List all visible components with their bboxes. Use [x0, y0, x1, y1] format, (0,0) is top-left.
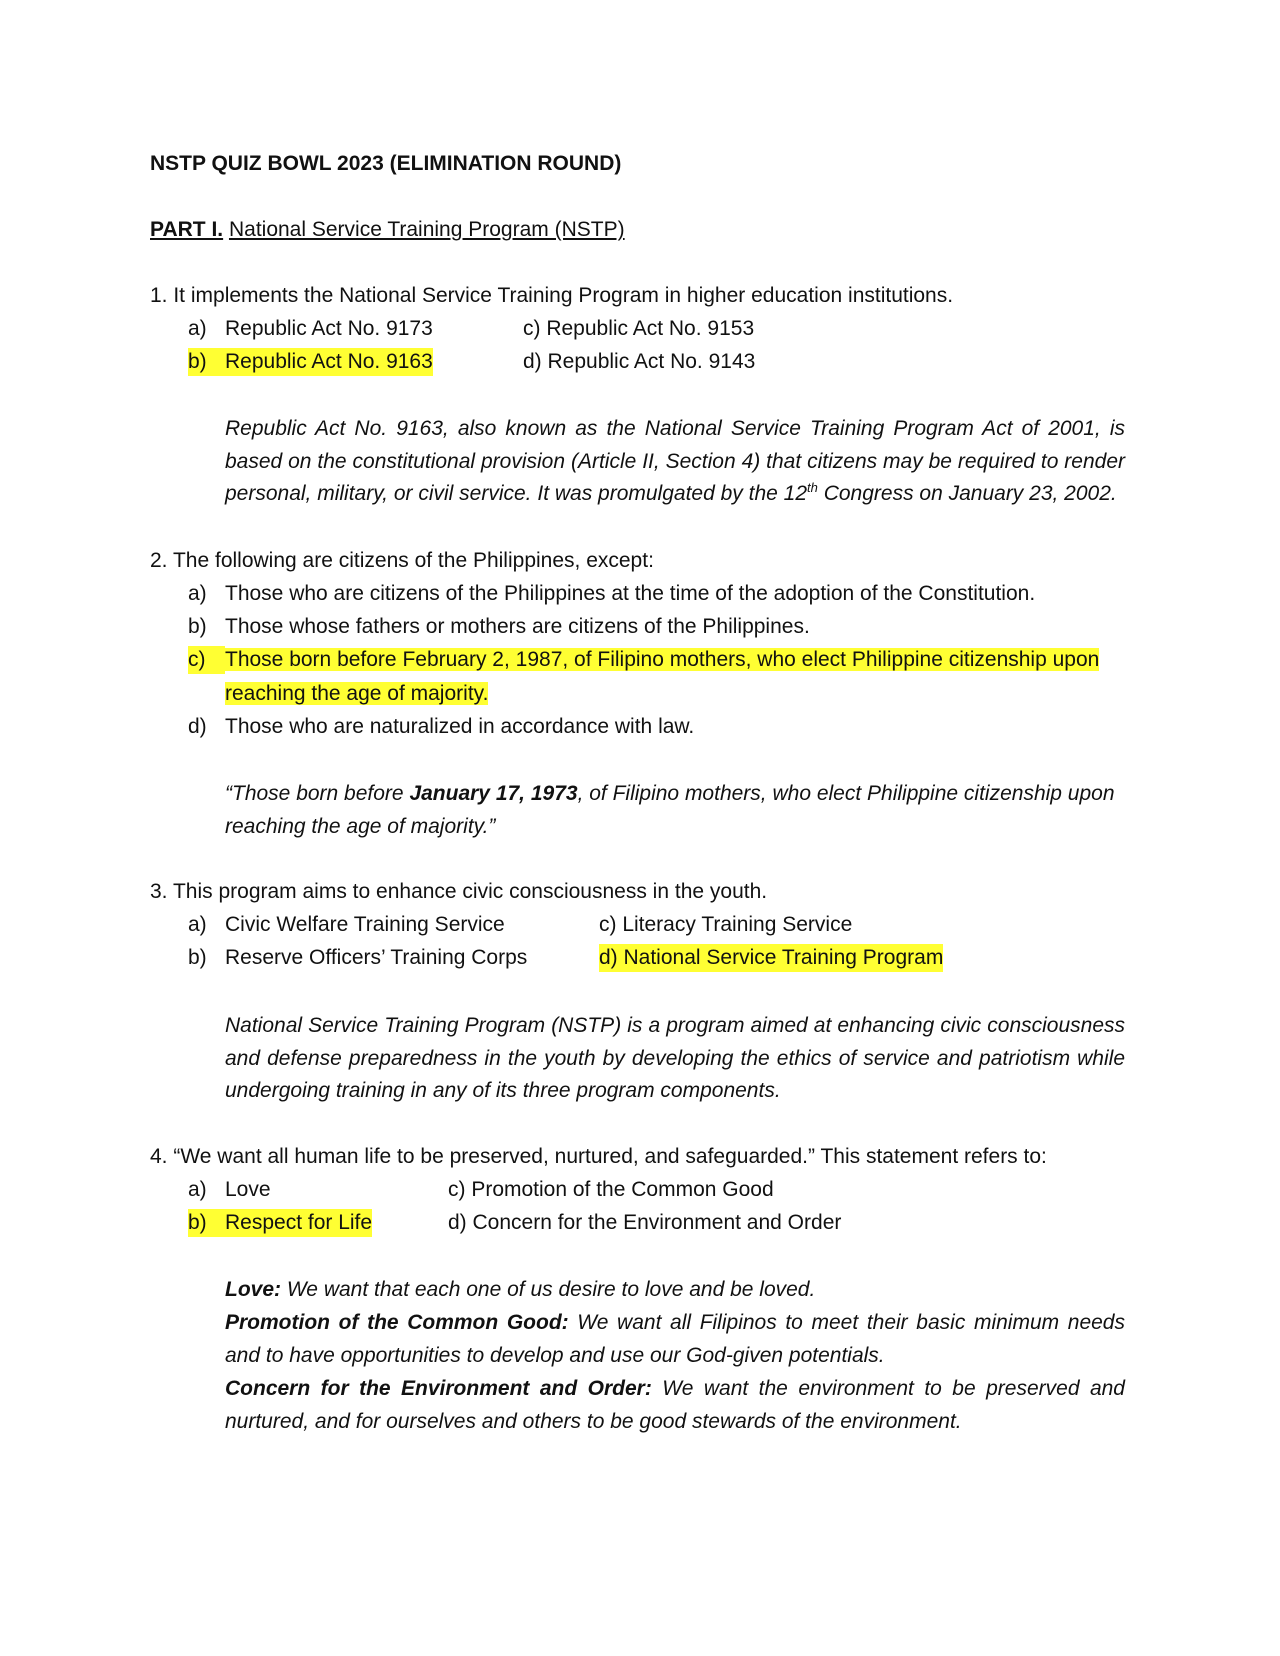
q1-option-a [188, 315, 433, 343]
q1-option-d: d) Republic Act No. 9143 [523, 350, 756, 373]
q4-explanation-common-good: Promotion of the Common Good: We want all Filipinos to meet their basic minimum needs and to have opportunities to develop and use our God-given potentials. [225, 1311, 1125, 1367]
question-4-text: 4. “We want all human life to be preserved, nurtured, and safeguarded.” This statement refers to: [150, 1145, 1047, 1168]
q3-explanation: National Service Training Program (NSTP) is a program aimed at enhancing civic consciousness and defense preparedness in the youth by developing the ethics of service and patriotism while undergoing training in any of its three program components. [225, 1014, 1125, 1103]
q2-option-d: d) Those who are naturalized in accordance with law. [188, 715, 695, 738]
ordinal-sup: th [807, 480, 818, 496]
q4-option-d: d) Concern for the Environment and Order [448, 1211, 842, 1234]
q4-explanation-love: Love: We want that each one of us desire to love and be loved. [225, 1278, 816, 1301]
q2-option-a: a) Those who are citizens of the Philippines at the time of the adoption of the Constitution. [188, 582, 1036, 605]
q2-explanation: “Those born before January 17, 1973, of Filipino mothers, who elect Philippine citizenship upon reaching the age of majority.” [225, 782, 1115, 838]
q1-explanation: Republic Act No. 9163, also known as the National Service Training Program Act of 2001, is based on the constitutional provision (Article II, Section 4) that citizens may be required to render personal, military, or civil service. It was promulgated by the 12th Congress on January 23, 2002. [225, 417, 1125, 506]
q4-option-a: a) Love [188, 1178, 271, 1201]
q3-option-a: a) Civic Welfare Training Service [188, 913, 505, 936]
question-3-text: 3. This program aims to enhance civic consciousness in the youth. [150, 880, 768, 903]
part-heading [150, 216, 625, 244]
part-label: PART I. [150, 218, 224, 241]
option-letter: b) [188, 350, 207, 373]
q2-option-b: b) Those whose fathers or mothers are citizens of the Philippines. [188, 615, 810, 638]
q4-option-c: c) Promotion of the Common Good [448, 1178, 774, 1201]
q2-option-c-answer: c) Those born before February 2, 1987, of Filipino mothers, who elect Philippine citizenship upon [188, 646, 1099, 674]
q4-explanation-environment: Concern for the Environment and Order: We want the environment to be preserved and nurtured, and for ourselves and others to be good stewards of the environment. [225, 1377, 1125, 1433]
q4-option-b-answer: b) Respect for Life [188, 1209, 372, 1237]
part-title: National Service Training Program (NSTP) [228, 218, 625, 241]
q2-option-c-line2: reaching the age of majority. [225, 682, 489, 705]
document-title: NSTP QUIZ BOWL 2023 (ELIMINATION ROUND) [150, 152, 622, 175]
q3-option-b: b) Reserve Officers’ Training Corps [188, 946, 528, 969]
q3-option-c: c) Literacy Training Service [599, 913, 853, 936]
question-2-text: 2. The following are citizens of the Philippines, except: [150, 549, 654, 572]
option-text: Republic Act No. 9163 [225, 350, 433, 373]
option-letter: a) [188, 317, 207, 340]
question-1-text: 1. It implements the National Service Training Program in higher education institutions. [150, 284, 954, 307]
q1-option-c: c) Republic Act No. 9153 [523, 317, 755, 340]
q3-option-d-answer: d) National Service Training Program [599, 944, 943, 972]
q1-option-b-answer [188, 348, 433, 376]
option-text: Republic Act No. 9173 [225, 317, 433, 340]
